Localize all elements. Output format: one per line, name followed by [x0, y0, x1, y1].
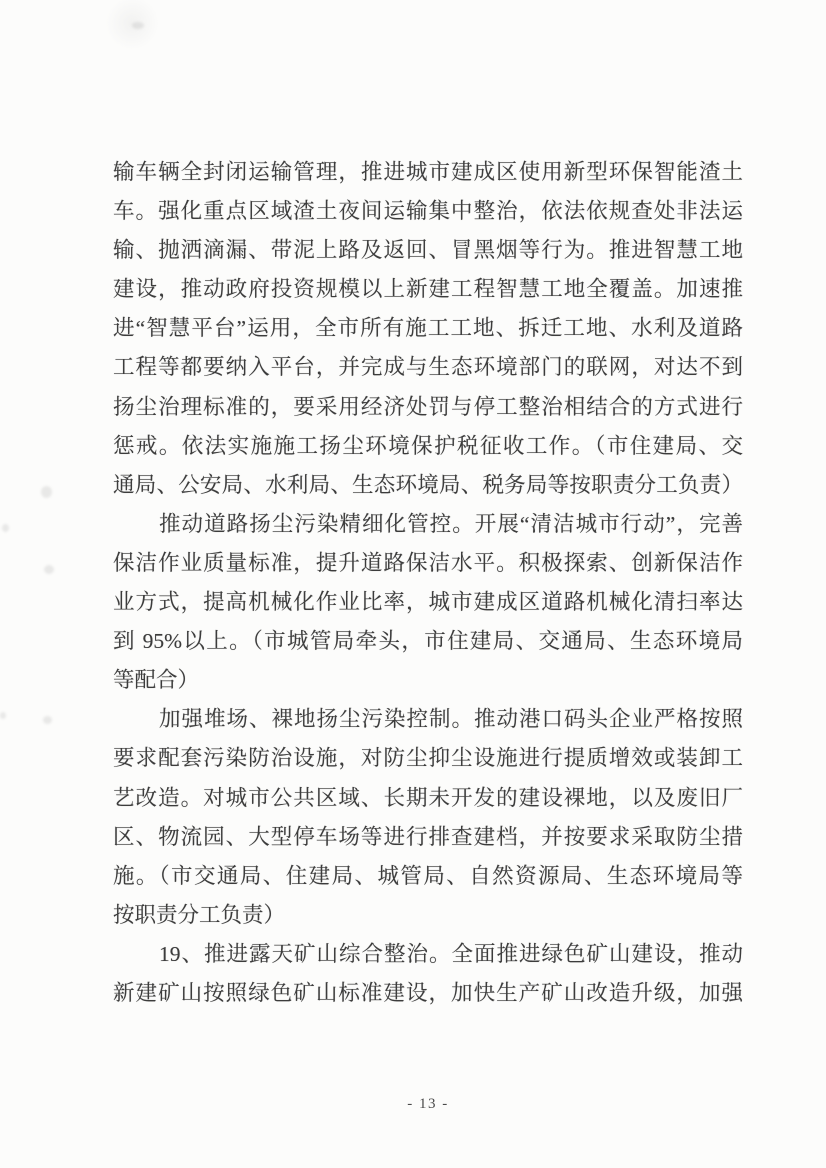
scan-speck: [41, 486, 52, 498]
scan-speck: [43, 716, 52, 724]
paragraph: [113, 505, 743, 700]
paragraph: [113, 935, 743, 1013]
scan-speck: [2, 524, 9, 532]
text-line: 19、推进露天矿山综合整治。全面推进绿色矿山建设，推动: [159, 941, 743, 966]
text-line: 按职责分工负责）: [113, 902, 286, 927]
text-line: 区、物流园、大型停车场等进行排查建档，并按要求采取防尘措: [113, 824, 743, 849]
text-line: 保洁作业质量标准，提升道路保洁水平。积极探索、创新保洁作: [113, 550, 743, 575]
text-line: 通局、公安局、水利局、生态环境局、税务局等按职责分工负责）: [113, 472, 743, 497]
text-line: 输、抛洒滴漏、带泥上路及返回、冒黑烟等行为。推进智慧工地: [113, 238, 743, 263]
text-line: 建设，推动政府投资规模以上新建工程智慧工地全覆盖。加速推: [113, 277, 743, 302]
page-number: - 13 -: [407, 1096, 449, 1112]
text-line: 新建矿山按照绿色矿山标准建设，加快生产矿山改造升级，加强: [113, 980, 743, 1005]
text-line: 加强堆场、裸地扬尘污染控制。推动港口码头企业严格按照: [159, 707, 743, 732]
text-line: 进“智慧平台”运用，全市所有施工工地、拆迁工地、水利及道路: [113, 316, 743, 341]
text-line: 要求配套污染防治设施，对防尘抑尘设施进行提质增效或装卸工: [113, 746, 743, 771]
text-line: 扬尘治理标准的，要采用经济处罚与停工整治相结合的方式进行: [113, 394, 743, 419]
text-line: 艺改造。对城市公共区域、长期未开发的建设裸地，以及废旧厂: [113, 785, 743, 810]
text-line: 到 95%以上。（市城管局牵头，市住建局、交通局、生态环境局: [113, 629, 743, 654]
text-line: 输车辆全封闭运输管理，推进城市建成区使用新型环保智能渣土: [113, 160, 743, 184]
text-line: 业方式，提高机械化作业比率，城市建成区道路机械化清扫率达: [113, 590, 743, 615]
scan-speck: [0, 712, 6, 719]
paragraph: [113, 700, 743, 935]
text-line: 车。强化重点区域渣土夜间运输集中整治，依法依规查处非法运: [113, 199, 743, 224]
text-line: 惩戒。依法实施施工扬尘环境保护税征收工作。（市住建局、交: [113, 433, 743, 458]
text-line: 等配合）: [113, 668, 200, 693]
text-line: 工程等都要纳入平台，并完成与生态环境部门的联网，对达不到: [113, 355, 743, 380]
document-body: [113, 153, 743, 1013]
scan-speck: [132, 22, 144, 29]
paragraph: [113, 153, 743, 505]
text-line: 施。（市交通局、住建局、城管局、自然资源局、生态环境局等: [113, 863, 743, 888]
scan-speck: [44, 565, 54, 574]
text-line: 推动道路扬尘污染精细化管控。开展“清洁城市行动”，完善: [159, 511, 743, 536]
